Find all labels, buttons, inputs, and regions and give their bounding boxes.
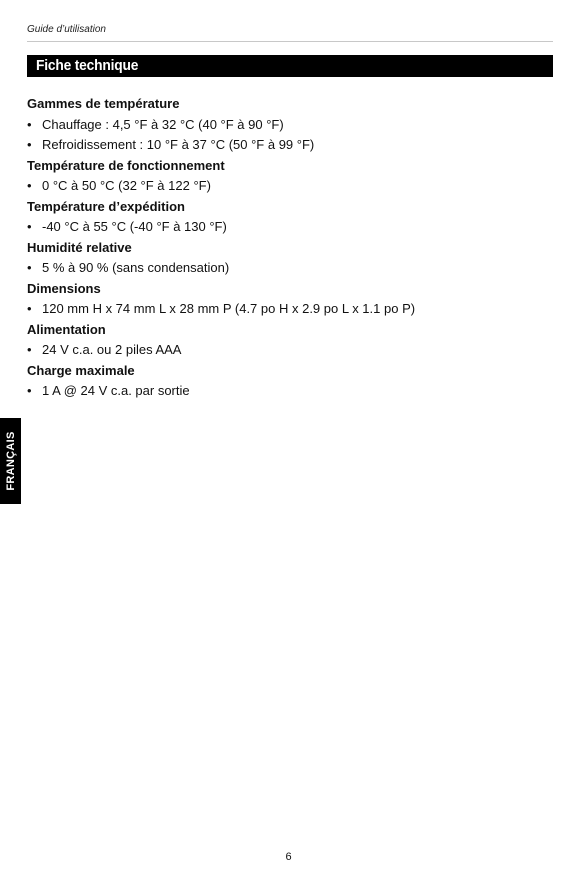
spec-heading: Dimensions: [27, 280, 101, 296]
spec-heading: Alimentation: [27, 321, 106, 337]
spec-list: [27, 217, 553, 238]
spec-item: [27, 381, 553, 402]
spec-heading: Charge maximale: [27, 362, 135, 378]
spec-heading: Température d’expédition: [27, 198, 185, 214]
spec-group-power-supply: [27, 320, 553, 361]
spec-heading: Humidité relative: [27, 239, 132, 255]
spec-group-maximum-load: [27, 361, 553, 402]
spec-item: [27, 258, 553, 279]
section-title: Fiche technique: [36, 57, 139, 74]
spec-item-text: 1 A @ 24 V c.a. par sortie: [42, 383, 190, 398]
spec-heading: Gammes de température: [27, 96, 180, 111]
running-header: Guide d’utilisation: [27, 24, 106, 35]
bullet: •: [27, 383, 32, 398]
spec-group-temperature-ranges: [27, 94, 553, 156]
spec-group-shipping-temperature: [27, 197, 553, 238]
spec-item-text: 5 % à 90 % (sans condensation): [42, 260, 230, 275]
spec-list: [27, 299, 553, 320]
spec-list: [27, 340, 553, 361]
spec-item: [27, 135, 553, 156]
spec-list: [27, 258, 553, 279]
bullet: •: [27, 260, 32, 275]
spec-item-text: Refroidissement : 10 °F à 37 °C (50 °F à 99 °F): [42, 137, 315, 152]
bullet: •: [27, 219, 32, 234]
spec-item: [27, 340, 553, 361]
spec-item: [27, 176, 553, 197]
bullet: •: [27, 116, 32, 132]
spec-list: [27, 115, 553, 156]
bullet: •: [27, 178, 32, 193]
spec-group-operating-temperature: [27, 156, 553, 197]
spec-list: [27, 176, 553, 197]
bullet: •: [27, 342, 32, 357]
bullet: •: [27, 301, 32, 316]
spec-item-text: 24 V c.a. ou 2 piles AAA: [42, 342, 182, 357]
spec-item-text: -40 °C à 55 °C (-40 °F à 130 °F): [42, 219, 227, 234]
page-number: 6: [285, 851, 292, 863]
spec-list: [27, 381, 553, 402]
spec-item-text: 0 °C à 50 °C (32 °F à 122 °F): [42, 178, 211, 193]
header-divider: [27, 41, 553, 42]
spec-item-text: 120 mm H x 74 mm L x 28 mm P (4.7 po H x 2.9 po L x 1.1 po P): [42, 301, 416, 316]
spec-group-relative-humidity: [27, 238, 553, 279]
spec-item: [27, 217, 553, 238]
spec-heading: Température de fonctionnement: [27, 157, 225, 173]
spec-item: [27, 115, 553, 136]
spec-group-dimensions: [27, 279, 553, 320]
bullet: •: [27, 137, 32, 152]
section-title-bar: [27, 55, 553, 77]
spec-item-text: Chauffage : 4,5 °F à 32 °C (40 °F à 90 °F): [42, 116, 284, 132]
spec-content: [27, 94, 553, 402]
language-tab: [0, 418, 21, 504]
language-tab-label: FRANÇAIS: [4, 431, 17, 491]
spec-item: [27, 299, 553, 320]
